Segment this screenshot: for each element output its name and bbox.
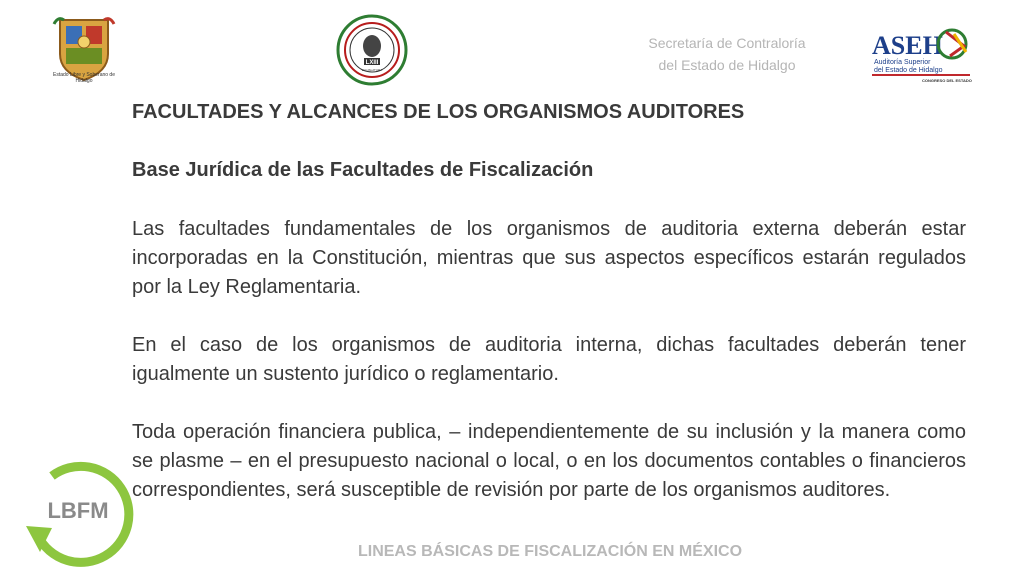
aseh-brand: ASEH	[872, 31, 943, 60]
congress-legislature: LXIII	[365, 60, 379, 66]
aseh-line-1: Auditoría Superior	[874, 59, 931, 66]
paragraph-2: En el caso de los organismos de auditoria interna, dichas facultades deberán tener igualmente un sustento jurídico o reglamentario.	[132, 334, 966, 385]
secretaria-line-2: del Estado de Hidalgo	[658, 57, 796, 73]
secretaria-line-1: Secretaría de Contraloría	[648, 35, 806, 51]
aseh-line-3: CONGRESO DEL ESTADO	[922, 78, 972, 83]
main-content	[132, 96, 966, 505]
aseh-logo	[866, 22, 976, 86]
congress-seal-logo	[336, 14, 408, 86]
congress-sublabel: LEGISLATURA	[361, 68, 383, 72]
shield-caption: Estado Libre y Soberano de Hidalgo	[53, 72, 115, 84]
secretaria-heading	[612, 32, 842, 76]
paragraph-1: Las facultades fundamentales de los organismos de auditoria externa deberán estar incorporadas en la Constitución, mientras que sus aspectos específicos estarán regulados por la Ley Reglamentaria.	[132, 218, 966, 298]
aseh-line-2: del Estado de Hidalgo	[874, 67, 943, 74]
page-title: FACULTADES Y ALCANCES DE LOS ORGANISMOS AUDITORES	[132, 101, 745, 123]
section-subtitle: Base Jurídica de las Facultades de Fiscalización	[132, 159, 594, 181]
footer-text: LINEAS BÁSICAS DE FISCALIZACIÓN EN MÉXICO	[357, 543, 743, 560]
paragraph-3: Toda operación financiera publica, – independientemente de su inclusión y la manera como se plasme – en el presupuesto nacional o local, o en los documentos contables o financieros correspondientes, será susceptible de revisión por parte de los organismos auditores.	[132, 421, 966, 501]
lbfm-label: LBFM	[47, 498, 109, 523]
